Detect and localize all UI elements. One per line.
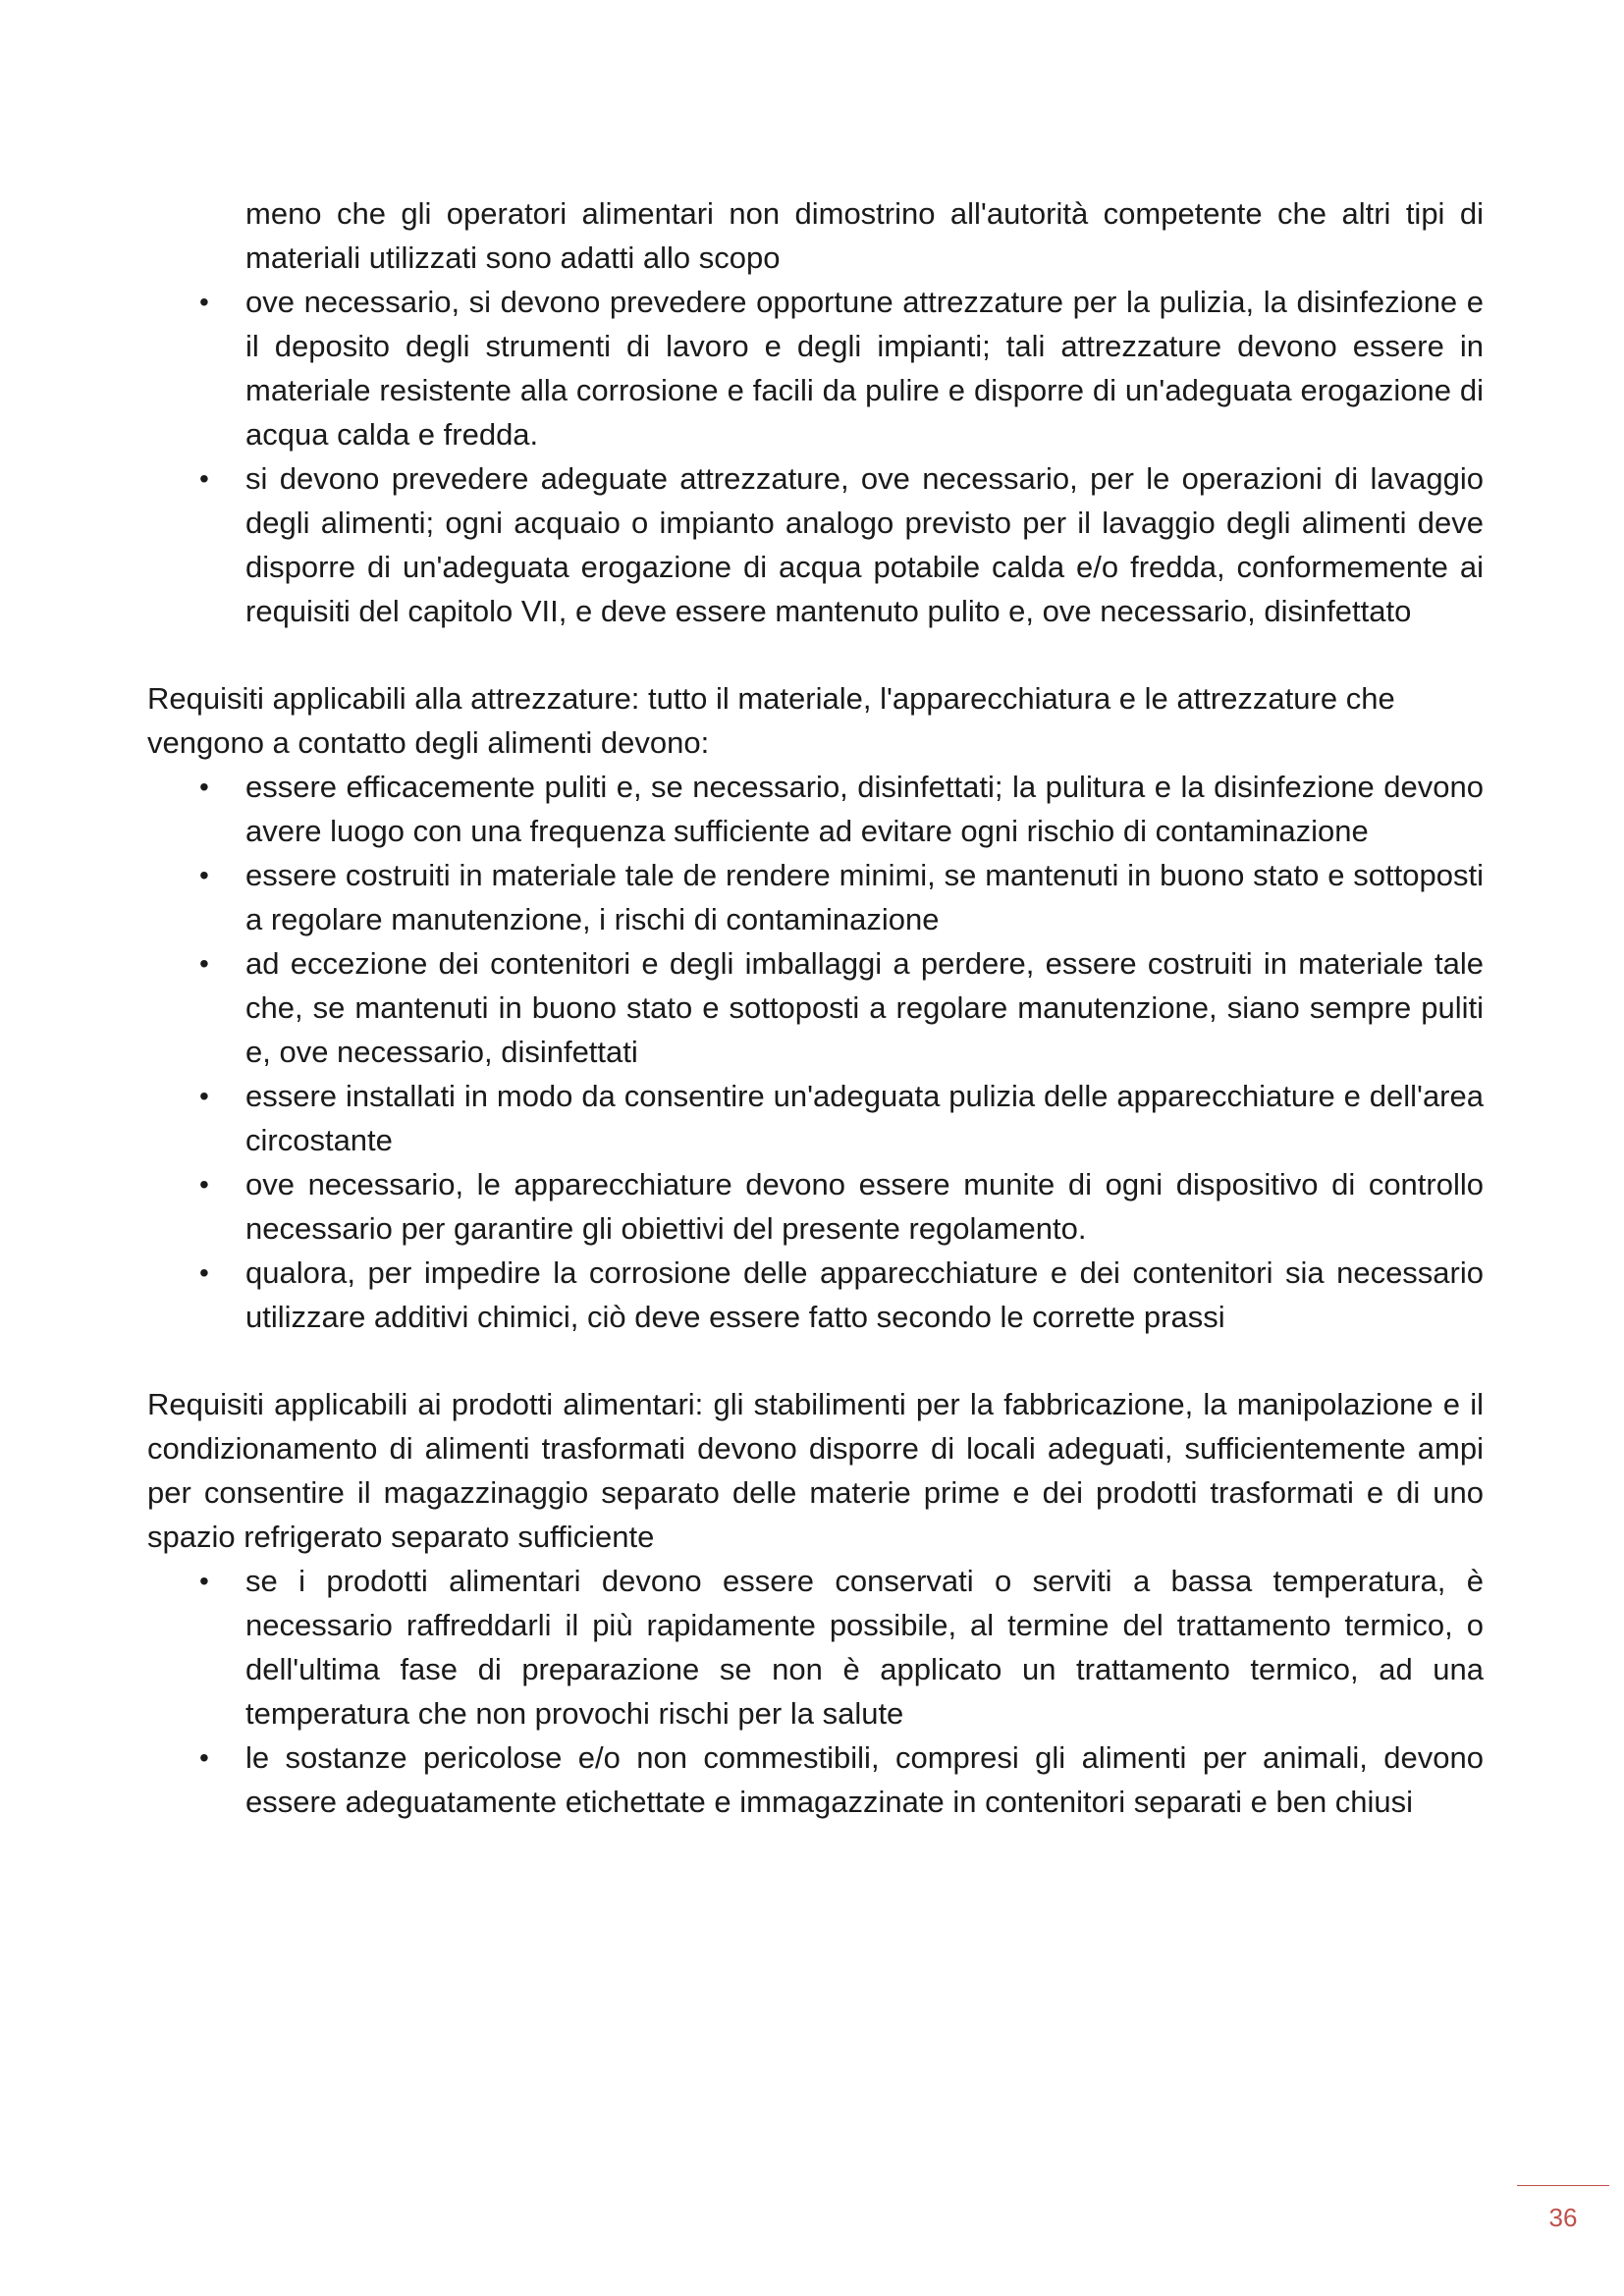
section-2-list: [147, 765, 1484, 1339]
list-item: • qualora, per impedire la corrosione delle apparecchiature e dei contenitori sia necessario utilizzare additivi chimici, ciò deve essere fatto secondo le corrette prassi: [147, 1251, 1484, 1339]
page-footer: [1517, 2185, 1609, 2235]
list-item: • se i prodotti alimentari devono essere conservati o serviti a bassa temperatura, è necessario raffreddarli il più rapidamente possibile, al termine del trattamento termico, o dell'ultima fase di preparazione se non è applicato un trattamento termico, ad una temperatura che non provochi rischi per la salute: [147, 1559, 1484, 1735]
section-3-intro: Requisiti applicabili ai prodotti alimentari: gli stabilimenti per la fabbricazione, la manipolazione e il condizionamento di alimenti trasformati devono disporre di locali adeguati, sufficientemente ampi per consentire il magazzinaggio separato delle materie prime e dei prodotti trasformati e di uno spazio refrigerato separato sufficiente: [147, 1387, 1484, 1554]
list-item: • ove necessario, le apparecchiature devono essere munite di ogni dispositivo di controllo necessario per garantire gli obiettivi del presente regolamento.: [147, 1162, 1484, 1251]
page-number: 36: [1548, 2203, 1578, 2232]
list-item: • essere efficacemente puliti e, se necessario, disinfettati; la pulitura e la disinfezione devono avere luogo con una frequenza sufficiente ad evitare ogni rischio di contaminazione: [147, 765, 1484, 853]
list-item-continuation: meno che gli operatori alimentari non dimostrino all'autorità competente che altri tipi di materiali utilizzati sono adatti allo scopo: [245, 196, 1484, 275]
list-item: • ove necessario, si devono prevedere opportune attrezzature per la pulizia, la disinfezione e il deposito degli strumenti di lavoro e degli impianti; tali attrezzature devono essere in materiale resistente alla corrosione e facili da pulire e disporre di un'adeguata erogazione di acqua calda e fredda.: [147, 280, 1484, 456]
list-item: • le sostanze pericolose e/o non commestibili, compresi gli alimenti per animali, devono essere adeguatamente etichettate e immagazzinate in contenitori separati e ben chiusi: [147, 1735, 1484, 1824]
list-item: • ad eccezione dei contenitori e degli imballaggi a perdere, essere costruiti in materiale tale che, se mantenuti in buono stato e sottoposti a regolare manutenzione, siano sempre puliti e, ove necessario, disinfettati: [147, 941, 1484, 1074]
section-2-intro: Requisiti applicabili alla attrezzature: tutto il materiale, l'apparecchiatura e le attrezzature che vengono a contatto degli alimenti devono:: [147, 681, 1395, 760]
list-item: • si devono prevedere adeguate attrezzature, ove necessario, per le operazioni di lavaggio degli alimenti; ogni acquaio o impianto analogo previsto per il lavaggio degli alimenti deve disporre di un'adeguata erogazione di acqua potabile calda e/o fredda, conformemente ai requisiti del capitolo VII, e deve essere mantenuto pulito e, ove necessario, disinfettato: [147, 456, 1484, 633]
page-body: [147, 191, 1484, 1824]
list-item: • essere costruiti in materiale tale de rendere minimi, se mantenuti in buono stato e sottoposti a regolare manutenzione, i rischi di contaminazione: [147, 853, 1484, 941]
list-item: • essere installati in modo da consentire un'adeguata pulizia delle apparecchiature e dell'area circostante: [147, 1074, 1484, 1162]
section-3-list: [147, 1559, 1484, 1824]
section-1-list: [147, 191, 1484, 633]
footer-divider: [1517, 2185, 1609, 2186]
